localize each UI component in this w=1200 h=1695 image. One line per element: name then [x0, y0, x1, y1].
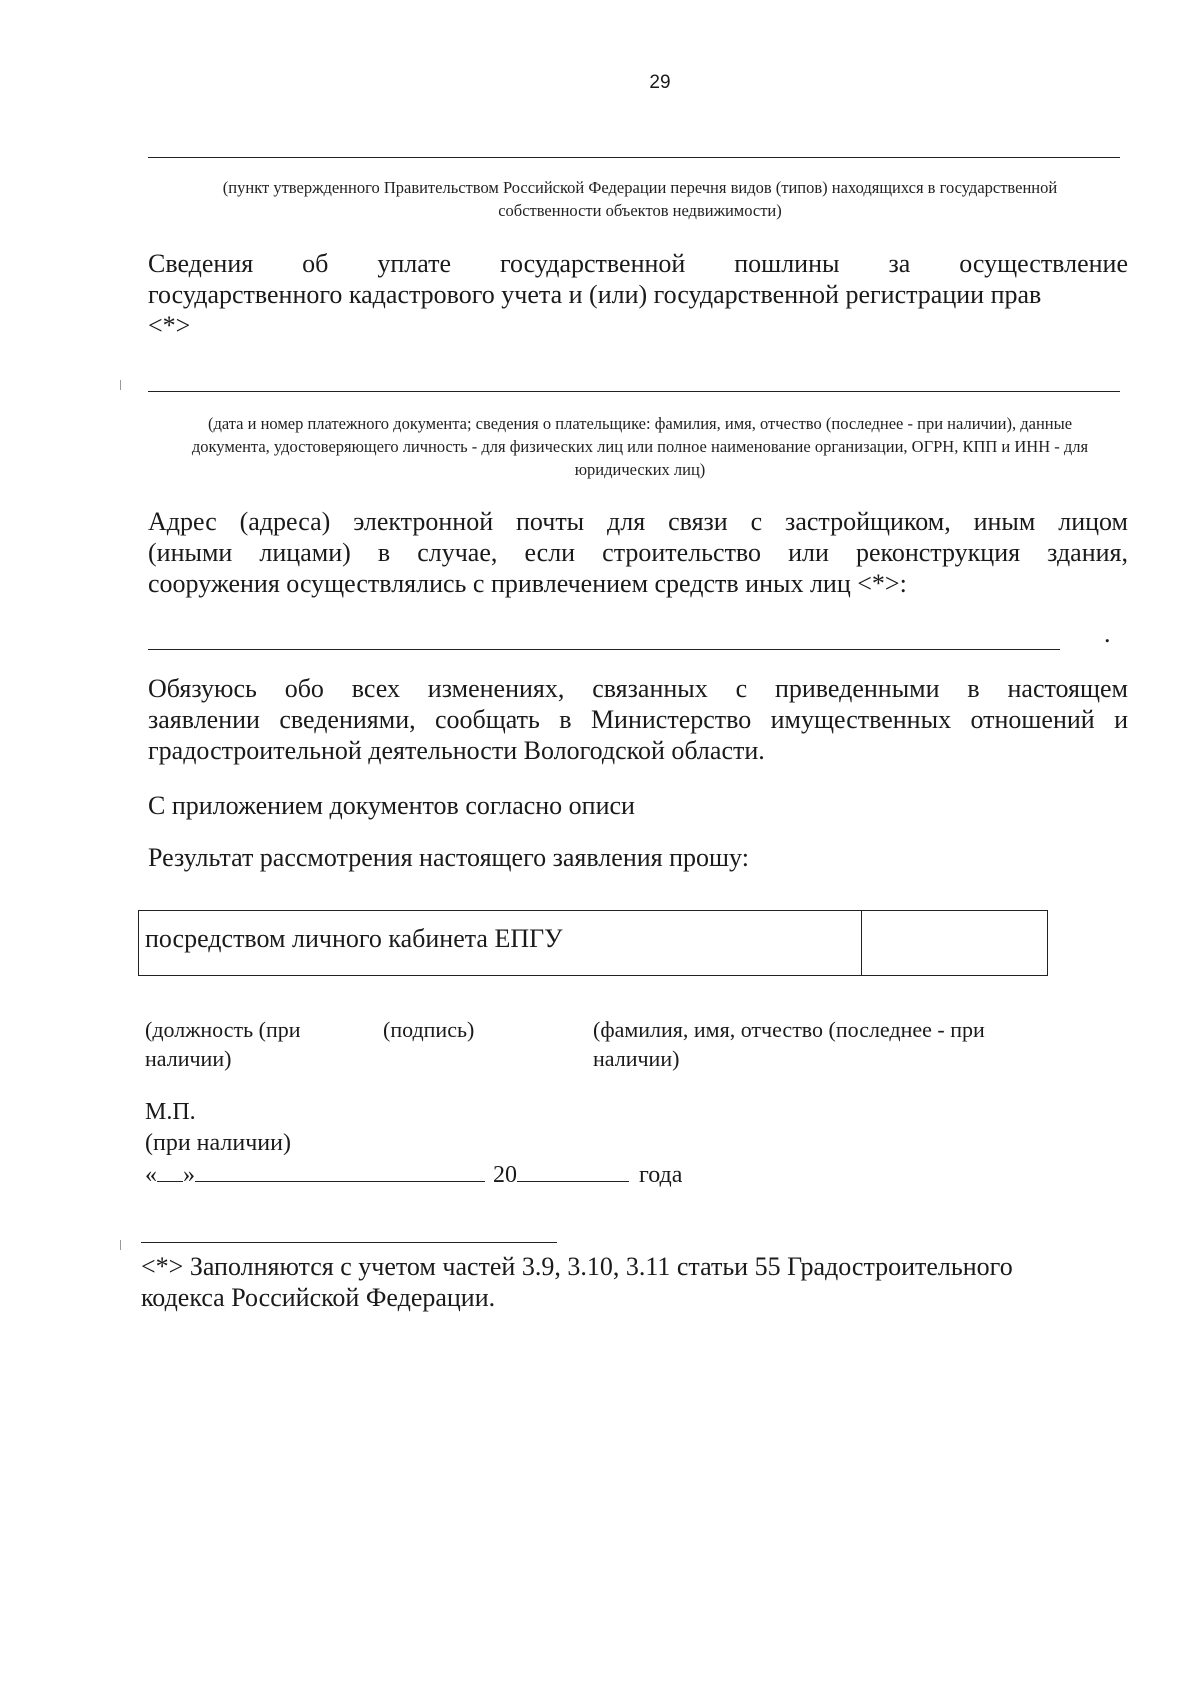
obligation-text-2: заявлении сведениями, сообщать в Министерство имущественных отношений и: [148, 705, 1128, 734]
fee-caption: (дата и номер платежного документа; сведения о плательщике: фамилия, имя, отчество (последнее - при наличии), данные документа, удостоверяющего личность - для физических лиц или полное наименование организации, ОГРН, КПП и ИНН - для юридических лиц): [191, 414, 1089, 479]
obligation-text-1: Обязуюсь обо всех изменениях, связанных с приведенными в настоящем: [148, 674, 1128, 703]
result-request-text: Результат рассмотрения настоящего заявления прошу:: [148, 843, 749, 872]
fee-heading-text-1: Сведения об уплате государственной пошлины за осуществление: [148, 249, 1128, 278]
object-field-line: [148, 157, 1120, 158]
result-option-checkbox[interactable]: [862, 911, 1047, 975]
email-heading-line-1: [148, 506, 1128, 537]
fee-heading-line-3: <*>: [148, 311, 191, 340]
footnote-line-2: кодекса Российской Федерации.: [141, 1283, 496, 1312]
year-suffix: года: [639, 1162, 683, 1188]
obligation-line-1: [148, 673, 1128, 704]
margin-mark: [120, 380, 121, 390]
obligation-line-3: градостроительной деятельности Вологодской области.: [148, 736, 765, 765]
email-heading-text-2: (иными лицами) в случае, если строительство или реконструкция здания,: [148, 538, 1128, 567]
stamp-mp: М.П.: [145, 1099, 196, 1125]
fee-field-line: [148, 391, 1120, 392]
footnote-separator: [141, 1242, 557, 1243]
attachments-text: С приложением документов согласно описи: [148, 791, 635, 820]
fee-heading-line-1: [148, 248, 1128, 279]
date-line: [145, 1159, 682, 1191]
margin-mark: [120, 1240, 121, 1250]
result-method-table: [138, 910, 1048, 976]
email-heading-text-1: Адрес (адреса) электронной почты для связи с застройщиком, иным лицом: [148, 507, 1128, 536]
page-number: 29: [649, 72, 671, 93]
year-field[interactable]: [517, 1159, 629, 1182]
obligation-line-2: [148, 704, 1128, 735]
signature-label: (подпись): [383, 1017, 475, 1042]
date-close-quote: »: [183, 1162, 195, 1188]
result-option-label: посредством личного кабинета ЕПГУ: [139, 911, 862, 975]
object-caption: (пункт утвержденного Правительством Российской Федерации перечня видов (типов) находящихся в государственной собственности объектов недвижимости): [222, 178, 1058, 220]
day-field[interactable]: [157, 1159, 183, 1182]
position-label: (должность (при наличии): [145, 1017, 301, 1071]
full-name-label: (фамилия, имя, отчество (последнее - при наличии): [593, 1017, 985, 1071]
month-field[interactable]: [195, 1159, 485, 1182]
email-heading-line-2: [148, 537, 1128, 568]
email-trailing-dot: .: [1104, 619, 1111, 648]
footnote-line-1: <*> Заполняются с учетом частей 3.9, 3.10, 3.11 статьи 55 Градостроительного: [141, 1252, 1013, 1281]
year-prefix: 20: [493, 1162, 517, 1188]
fee-heading-line-2: государственного кадастрового учета и (или) государственной регистрации прав: [148, 280, 1042, 309]
stamp-if-any: (при наличии): [145, 1130, 291, 1156]
email-heading-line-3: сооружения осуществлялись с привлечением средств иных лиц <*>:: [148, 569, 907, 598]
date-open-quote: «: [145, 1162, 157, 1188]
email-field-line: [148, 649, 1060, 650]
